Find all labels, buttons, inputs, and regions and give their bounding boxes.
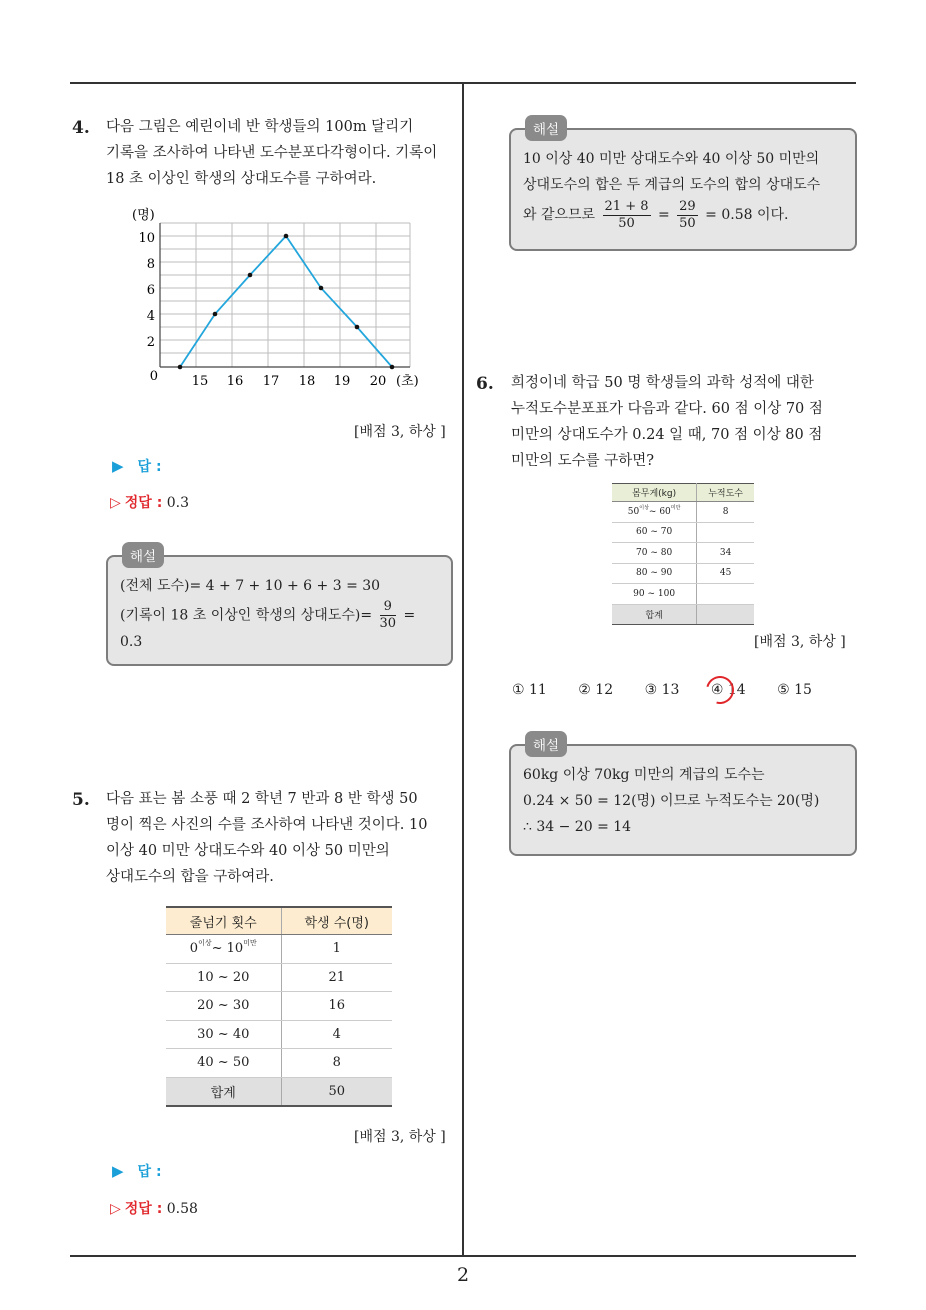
table-row	[166, 992, 392, 1021]
correct-value: 0.3	[166, 495, 190, 511]
table-header: 학생 수(명)	[281, 907, 392, 935]
data-point	[248, 273, 253, 278]
outline-triangle-icon: ▷	[110, 495, 121, 511]
question-6-table	[612, 483, 754, 625]
data-point	[178, 365, 183, 370]
table-cell: 30 ~ 40	[166, 1020, 281, 1049]
table-cell: $50^{이상}\sim$ $60^{미만}$	[612, 502, 697, 523]
explanation-line: (전체 도수)= 4 + 7 + 10 + 6 + 3 = 30	[120, 578, 381, 594]
explanation-line: 상대도수의 합은 두 계급의 도수의 합의 상대도수	[523, 177, 821, 193]
explanation-tag: 해설	[122, 542, 164, 568]
table-header: 누적도수	[697, 484, 754, 502]
question-5-text	[106, 786, 456, 890]
table-cell	[697, 584, 754, 605]
fraction-numerator: 21 + 8	[604, 198, 649, 214]
table-row	[612, 502, 754, 523]
table-cell: 16	[281, 992, 392, 1021]
choice-5[interactable]: ⑤ 15	[777, 682, 812, 698]
y-tick-label: 8	[146, 257, 155, 272]
table-cell: 50	[281, 1077, 392, 1106]
question-6-line: 희정이네 학급 50 명 학생들의 과학 성적에 대한	[511, 375, 814, 391]
question-5-explanation-box	[509, 122, 857, 251]
question-5-table	[166, 906, 392, 1107]
table-header: 줄넘기 횟수	[166, 907, 281, 935]
question-4-score: [배점 3, 하상 ]	[354, 424, 446, 440]
explanation-text: = 0.58 이다.	[705, 207, 789, 223]
question-5-line: 명이 찍은 사진의 수를 조사하여 나타낸 것이다. 10	[106, 817, 428, 833]
fraction-denominator: 30	[379, 616, 397, 631]
explanation-body	[120, 573, 441, 655]
table-cell: 8	[697, 502, 754, 523]
play-triangle-icon: ▶	[112, 1162, 124, 1180]
x-axis-unit: (초)	[396, 374, 419, 389]
explanation-line: ∴ 34 − 20 = 14	[523, 819, 632, 835]
table-row	[612, 584, 754, 605]
explanation-body	[523, 762, 845, 840]
correct-value: 0.58	[166, 1201, 198, 1217]
choice-1[interactable]: ① 11	[512, 682, 547, 698]
question-6-score: [배점 3, 하상 ]	[754, 634, 846, 650]
question-6-line: 미만의 상대도수가 0.24 일 때, 70 점 이상 80 점	[511, 427, 823, 443]
x-tick-label: 19	[333, 374, 351, 389]
explanation-line: 0.24 × 50 = 12(명) 이므로 누적도수는 20(명)	[523, 793, 820, 809]
table-cell: 10 ~ 20	[166, 963, 281, 992]
table-row	[166, 963, 392, 992]
explanation-text: (기록이 18 초 이상인 학생의 상대도수)=	[120, 607, 373, 624]
data-point	[319, 286, 324, 291]
x-tick-label: 18	[298, 374, 316, 389]
fraction	[380, 599, 397, 632]
choice-2[interactable]: ② 12	[578, 682, 614, 698]
frequency-polygon-chart	[120, 205, 430, 395]
page-number: 2	[456, 1264, 470, 1286]
table-cell: 60 ~ 70	[612, 522, 697, 543]
choice-3[interactable]: ③ 13	[644, 682, 680, 698]
question-4-answer-field[interactable]	[112, 456, 162, 476]
question-5-correct-answer	[110, 1198, 198, 1218]
table-row	[166, 935, 392, 964]
table-cell: 21	[281, 963, 392, 992]
question-5-line: 상대도수의 합을 구하여라.	[106, 869, 274, 885]
answer-label: 답 :	[137, 459, 162, 475]
correct-label: 정답 :	[124, 495, 163, 511]
outline-triangle-icon: ▷	[110, 1201, 121, 1217]
table-cell: 70 ~ 80	[612, 543, 697, 564]
question-6-choices	[512, 682, 839, 698]
data-point	[390, 365, 395, 370]
table-total-row	[166, 1077, 392, 1106]
question-4-line: 기록을 조사하여 나타낸 도수분포다각형이다. 기록이	[106, 145, 438, 161]
y-tick-label: 10	[138, 231, 155, 246]
question-5-score: [배점 3, 하상 ]	[354, 1129, 446, 1145]
explanation-body	[523, 146, 845, 232]
table-cell	[697, 604, 754, 625]
equals-sign: =	[403, 607, 416, 624]
y-tick-label: 4	[146, 309, 155, 324]
fraction	[677, 199, 698, 232]
column-divider	[462, 84, 464, 1255]
table-cell: 합계	[612, 604, 697, 625]
question-6-number: 6.	[476, 374, 494, 394]
x-tick-label: 16	[226, 374, 244, 389]
explanation-text: 와 같으므로	[523, 207, 596, 223]
table-total-row	[612, 604, 754, 625]
fraction	[603, 199, 651, 232]
table-cell: 34	[697, 543, 754, 564]
table-cell: 45	[697, 563, 754, 584]
correct-label: 정답 :	[124, 1201, 163, 1217]
question-4-explanation-box	[106, 549, 453, 666]
table-header: 몸무게(kg)	[612, 484, 697, 502]
table-row	[612, 563, 754, 584]
question-6-explanation-box	[509, 738, 857, 856]
table-cell: 4	[281, 1020, 392, 1049]
y-tick-label: 0	[149, 369, 158, 384]
x-tick-label: 20	[369, 374, 387, 389]
question-5-number: 5.	[72, 790, 90, 810]
table-row	[166, 1049, 392, 1078]
table-row	[612, 522, 754, 543]
data-point	[284, 234, 289, 239]
question-4-line: 다음 그림은 예린이네 반 학생들의 100m 달리기	[106, 119, 414, 135]
x-tick-label: 15	[191, 374, 209, 389]
table-cell: 1	[281, 935, 392, 964]
table-cell	[697, 522, 754, 543]
fraction-denominator: 50	[679, 215, 696, 231]
selection-circle-mark	[701, 671, 739, 709]
explanation-tag: 해설	[525, 731, 567, 757]
play-triangle-icon: ▶	[112, 457, 124, 475]
answer-label: 답 :	[137, 1164, 162, 1180]
choice-4-selected[interactable]: ④ 14	[711, 682, 746, 698]
question-4-number: 4.	[72, 118, 90, 138]
question-6-line: 미만의 도수를 구하면?	[511, 453, 655, 469]
equals-sign: =	[657, 207, 670, 223]
table-cell: $0^{이상}\sim$ $10^{미만}$	[166, 935, 281, 964]
x-tick-label: 17	[262, 374, 280, 389]
data-point	[213, 312, 218, 317]
question-6-text	[511, 370, 856, 474]
bottom-rule	[70, 1255, 856, 1257]
table-row	[612, 543, 754, 564]
data-point	[355, 325, 360, 330]
table-row	[166, 1020, 392, 1049]
explanation-line: 0.3	[120, 634, 143, 650]
question-4-text	[106, 114, 456, 192]
table-cell: 합계	[166, 1077, 281, 1106]
question-4-line: 18 초 이상인 학생의 상대도수를 구하여라.	[106, 171, 377, 187]
fraction-numerator: 29	[679, 198, 696, 214]
table-cell: 20 ~ 30	[166, 992, 281, 1021]
question-6-line: 누적도수분포표가 다음과 같다. 60 점 이상 70 점	[511, 401, 823, 417]
explanation-line	[523, 198, 845, 232]
question-5-answer-field[interactable]	[112, 1161, 162, 1181]
table-cell: 40 ~ 50	[166, 1049, 281, 1078]
fraction-numerator: 9	[380, 599, 397, 616]
explanation-line: 60kg 이상 70kg 미만의 계급의 도수는	[523, 767, 765, 783]
y-tick-label: 6	[146, 283, 155, 298]
question-5-line: 다음 표는 봄 소풍 때 2 학년 7 반과 8 반 학생 50	[106, 791, 418, 807]
explanation-line	[120, 599, 441, 629]
question-5-line: 이상 40 미만 상대도수와 40 이상 50 미만의	[106, 843, 390, 859]
y-tick-label: 2	[146, 335, 155, 350]
question-4-correct-answer	[110, 492, 189, 512]
fraction-denominator: 50	[618, 215, 635, 231]
table-cell: 8	[281, 1049, 392, 1078]
y-axis-unit: (명)	[132, 208, 155, 223]
table-cell: 90 ~ 100	[612, 584, 697, 605]
explanation-line: 10 이상 40 미만 상대도수와 40 이상 50 미만의	[523, 151, 820, 167]
table-cell: 80 ~ 90	[612, 563, 697, 584]
explanation-tag: 해설	[525, 115, 567, 141]
